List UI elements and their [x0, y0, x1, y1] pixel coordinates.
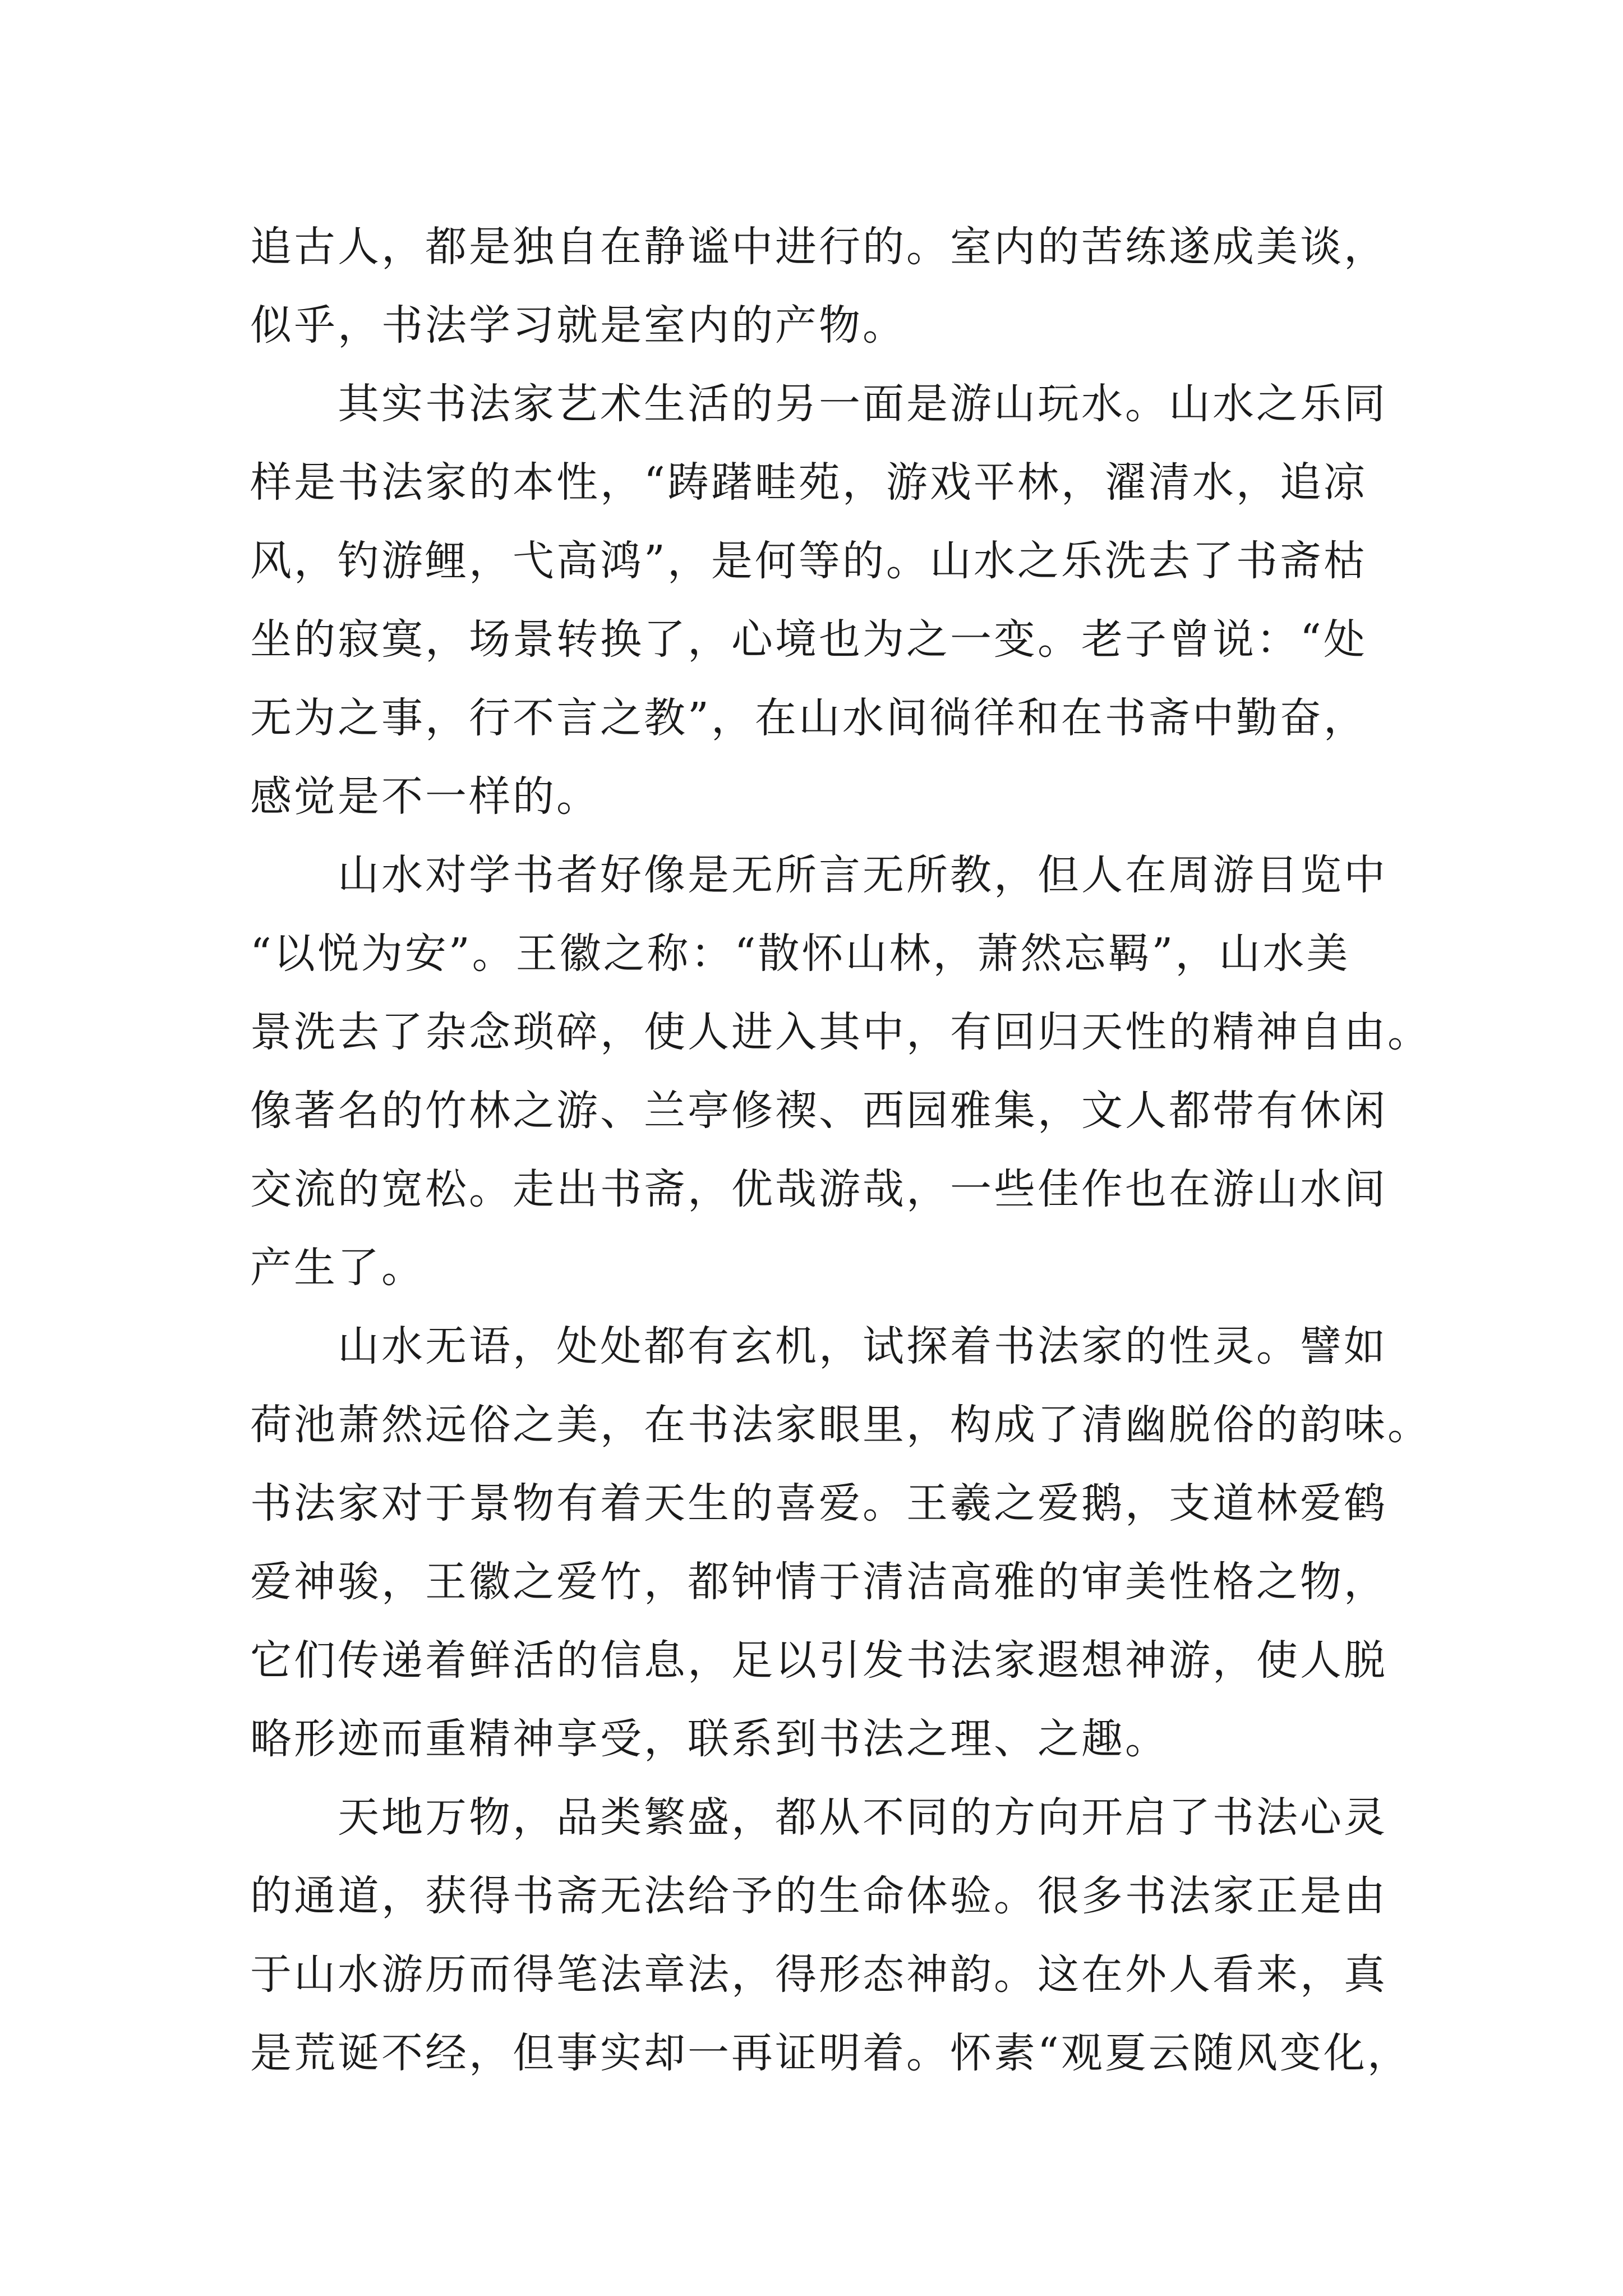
body-text: [250, 208, 1431, 2092]
text-line: 山水无语，处处都有玄机，试探着书法家的性灵。譬如: [338, 1322, 1387, 1370]
text-line: 景洗去了杂念琐碎，使人进入其中，有回归天性的精神自由。: [250, 1008, 1431, 1056]
text-line: 似乎，书法学习就是室内的产物。: [250, 301, 906, 349]
text-line: 的通道，获得书斋无法给予的生命体验。很多书法家正是由: [250, 1872, 1387, 1920]
text-line: 于山水游历而得笔法章法，得形态神韵。这在外人看来，真: [250, 1950, 1387, 1999]
text-line: 坐的寂寞，场景转换了，心境也为之一变。老子曾说：“处: [250, 615, 1367, 664]
text-line: 其实书法家艺术生活的另一面是游山玩水。山水之乐同: [338, 380, 1387, 428]
text-line: 天地万物，品类繁盛，都从不同的方向开启了书法心灵: [338, 1793, 1387, 1842]
paragraph-3: [250, 836, 1431, 1307]
text-line: 略形迹而重精神享受，联系到书法之理、之趣。: [250, 1715, 1169, 1763]
text-line: 像著名的竹林之游、兰亭修禊、西园雅集，文人都带有休闲: [250, 1087, 1387, 1135]
text-line: 无为之事，行不言之教”，在山水间徜徉和在书斋中勤奋，: [250, 694, 1367, 742]
text-line: 爱神骏，王徽之爱竹，都钟情于清洁高雅的审美性格之物，: [250, 1558, 1387, 1606]
paragraph-1: [250, 208, 1400, 365]
paragraph-5: [250, 1778, 1411, 2092]
text-line: 荷池萧然远俗之美，在书法家眼里，构成了清幽脱俗的韵味。: [250, 1401, 1431, 1449]
paragraph-4: [250, 1307, 1431, 1778]
text-line: 追古人，都是独自在静谧中进行的。室内的苦练遂成美谈，: [250, 223, 1387, 271]
text-line: 山水对学书者好像是无所言无所教，但人在周游目览中: [338, 851, 1387, 899]
text-line: 是荒诞不经，但事实却一再证明着。怀素“观夏云随风变化，: [250, 2029, 1411, 2077]
text-line: 书法家对于景物有着天生的喜爱。王羲之爱鹅，支道林爱鹤: [250, 1479, 1387, 1527]
text-line: “以悦为安”。王徽之称：“散怀山林，萧然忘羁”，山水美: [250, 930, 1350, 978]
text-line: 产生了。: [250, 1244, 425, 1292]
text-line: 感觉是不一样的。: [250, 772, 600, 821]
text-line: 交流的宽松。走出书斋，优哉游哉，一些佳作也在游山水间: [250, 1165, 1387, 1213]
text-line: 风，钓游鲤，弋高鸿”，是何等的。山水之乐洗去了书斋枯: [250, 537, 1367, 585]
text-line: 它们传递着鲜活的信息，足以引发书法家遐想神游，使人脱: [250, 1636, 1387, 1685]
paragraph-2: [250, 365, 1400, 836]
text-line: 样是书法家的本性，“踌躇畦苑，游戏平林，濯清水，追凉: [250, 458, 1367, 507]
